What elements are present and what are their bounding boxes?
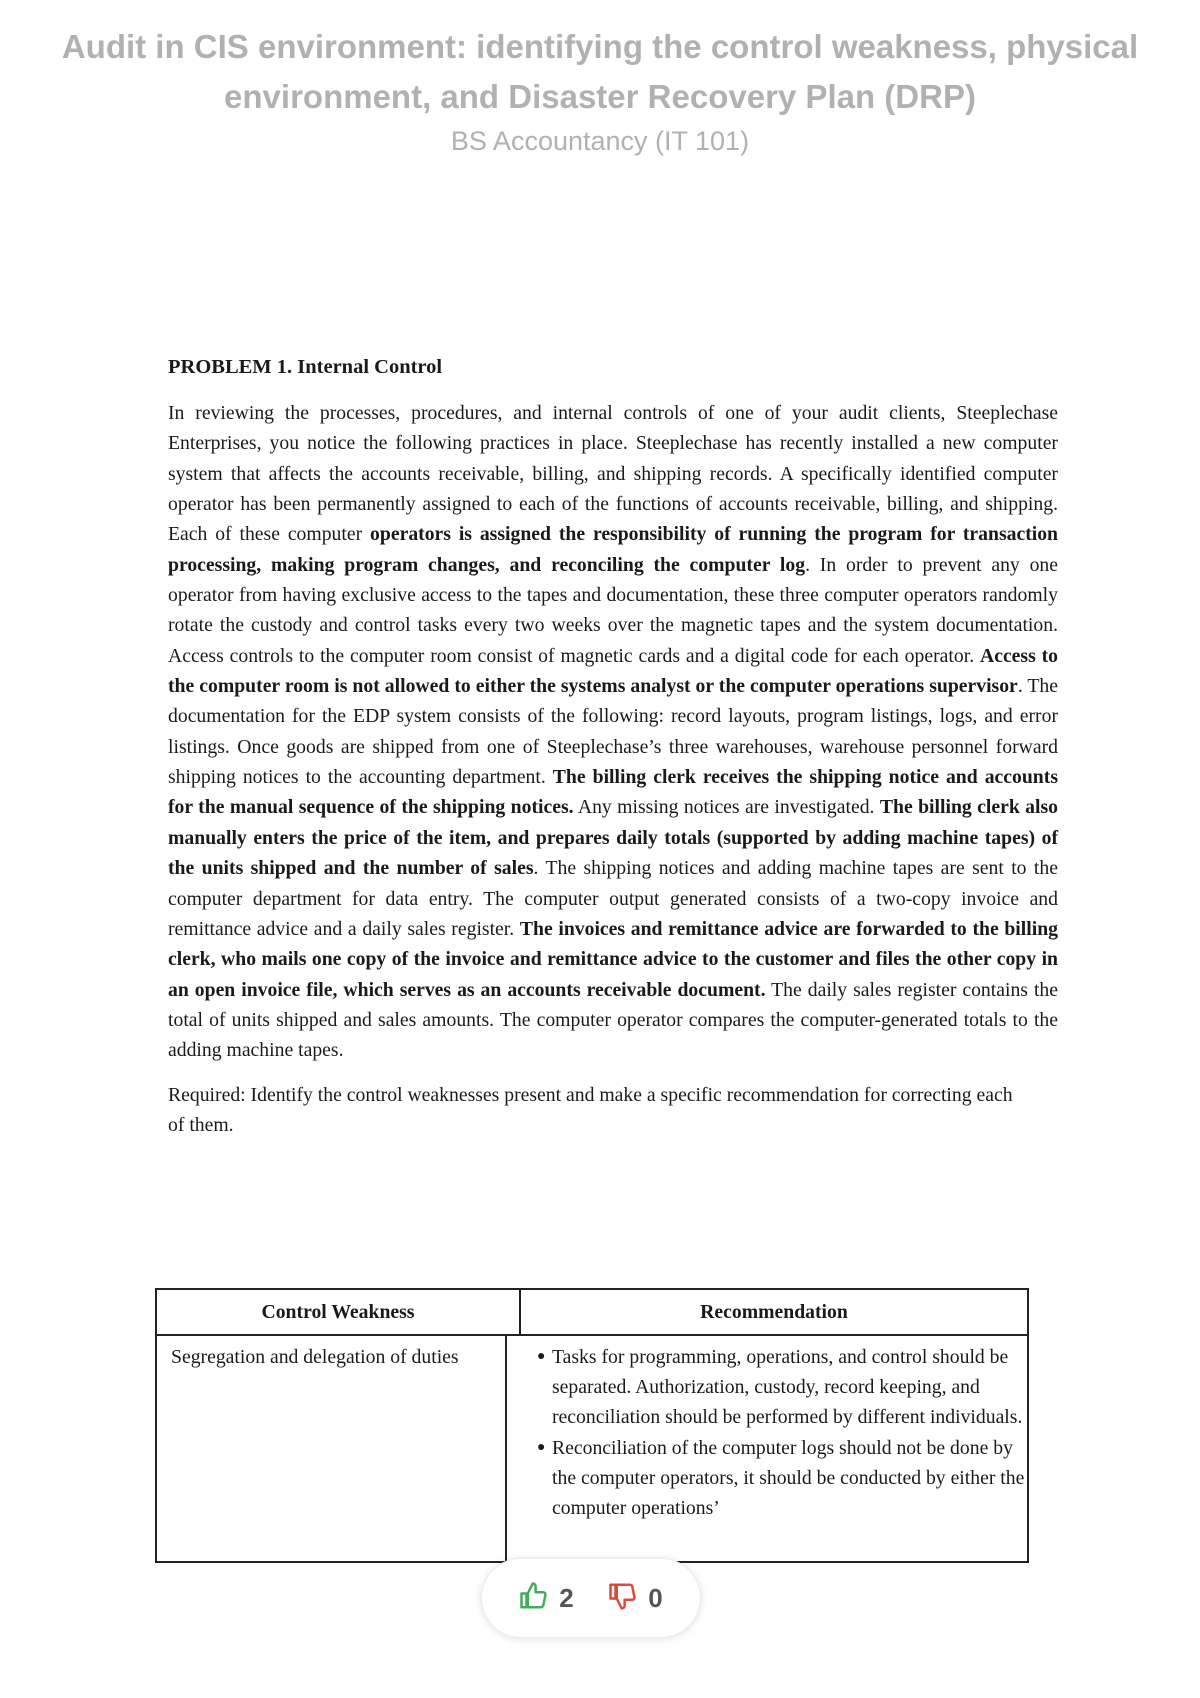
recommendation-text: Tasks for programming, operations, and control should be separated. Authorization, custody, record keeping, and reconciliation should be performed by different individuals. [552, 1346, 1023, 1429]
problem-body-segment: . The documentation for the EDP system consists of the following: record layouts, program listings, logs, and error listings. Once goods are shipped from one of Steeplechase’s three warehouses, warehouse personnel forward shipping notices to the accounting department. [168, 675, 1058, 789]
recommendation-list [537, 1342, 1027, 1523]
recommendation-item [537, 1433, 1027, 1524]
required-instruction: Required: Identify the control weaknesses present and make a specific recommendation for correcting each of them. [168, 1083, 1013, 1136]
problem-body-bold-segment: Access to the computer room is not allowed to either the systems analyst or the computer operations supervisor [168, 644, 1059, 698]
thumbs-down-icon [608, 1581, 638, 1616]
table-row [157, 1336, 1027, 1563]
table-header-recommendation: Recommendation [700, 1300, 848, 1323]
document-title-line-2: environment, and Disaster Recovery Plan (DRP) [224, 78, 976, 115]
problem-body-bold-segment: The billing clerk receives the shipping notice and accounts for the manual sequence of the shipping notices. [168, 766, 1058, 819]
problem-body-segment: . In order to prevent any one operator from having exclusive access to the tapes and documentation, these three computer operators randomly rotate the custody and control tasks every two weeks over the magnetic tapes and the system documentation. Access controls to the computer room consist of magnetic cards and a digital code for each operator. [168, 553, 1058, 667]
dislike-button[interactable] [608, 1581, 662, 1616]
problem-body-bold-segment: operators is assigned the responsibility of running the program for transaction processing, making program changes, and reconciling the computer log [168, 523, 1059, 576]
problem-body-segment: The daily sales register contains the total of units shipped and sales amounts. The computer operator compares the computer-generated totals to the adding machine tapes. [168, 978, 1058, 1062]
table-header-control-weakness: Control Weakness [157, 1290, 521, 1334]
problem-body-segment: . The shipping notices and adding machine tapes are sent to the computer department for data entry. The computer output generated consists of a two-copy invoice and remittance advice and a daily sales register. [168, 857, 1058, 940]
document-title [0, 22, 1200, 122]
like-button[interactable] [519, 1581, 573, 1616]
weakness-cell: Segregation and delegation of duties [157, 1336, 507, 1563]
dislike-count: 0 [648, 1582, 663, 1613]
rating-widget [481, 1558, 701, 1638]
thumbs-up-icon [519, 1581, 549, 1616]
bullet-icon: ● [537, 1439, 546, 1455]
like-count: 2 [559, 1582, 574, 1613]
table-header-row [157, 1290, 1027, 1336]
document-page-content [168, 352, 1058, 1140]
problem-body-bold-segment: The billing clerk also manually enters the price of the item, and prepares daily totals (supported by adding machine tapes) of the units shipped and the number of sales [168, 796, 1058, 880]
problem-body-bold-segment: The invoices and remittance advice are forwarded to the billing clerk, who mails one copy of the invoice and remittance advice to the customer and files the other copy in an open invoice file, which serves as an accounts receivable document. [168, 917, 1058, 1001]
problem-body-segment: In reviewing the processes, procedures, and internal controls of one of your audit clients, Steeplechase Enterprises, you notice the following practices in place. Steeplechase has recently installed a new computer system that affects the accounts receivable, billing, and shipping records. A specifically identified computer operator has been permanently assigned to each of the functions of accounts receivable, billing, and shipping. Each of these computer [168, 402, 1058, 546]
recommendation-item [537, 1342, 1027, 1433]
problem-heading: PROBLEM 1. Internal Control [168, 356, 443, 378]
recommendation-text: Reconciliation of the computer logs should not be done by the computer operators, it should be conducted by either the computer operations’ [552, 1436, 1025, 1520]
bullet-icon: ● [537, 1349, 546, 1364]
recommendation-cell [507, 1336, 1027, 1563]
document-subtitle: BS Accountancy (IT 101) [450, 126, 750, 156]
document-header [0, 22, 1200, 158]
problem-body-paragraph [168, 398, 1058, 1066]
problem-body-segment: Any missing notices are investigated. [573, 796, 880, 819]
control-weakness-table [155, 1288, 1029, 1563]
document-title-line-1: Audit in CIS environment: identifying the control weakness, physical [61, 28, 1139, 65]
